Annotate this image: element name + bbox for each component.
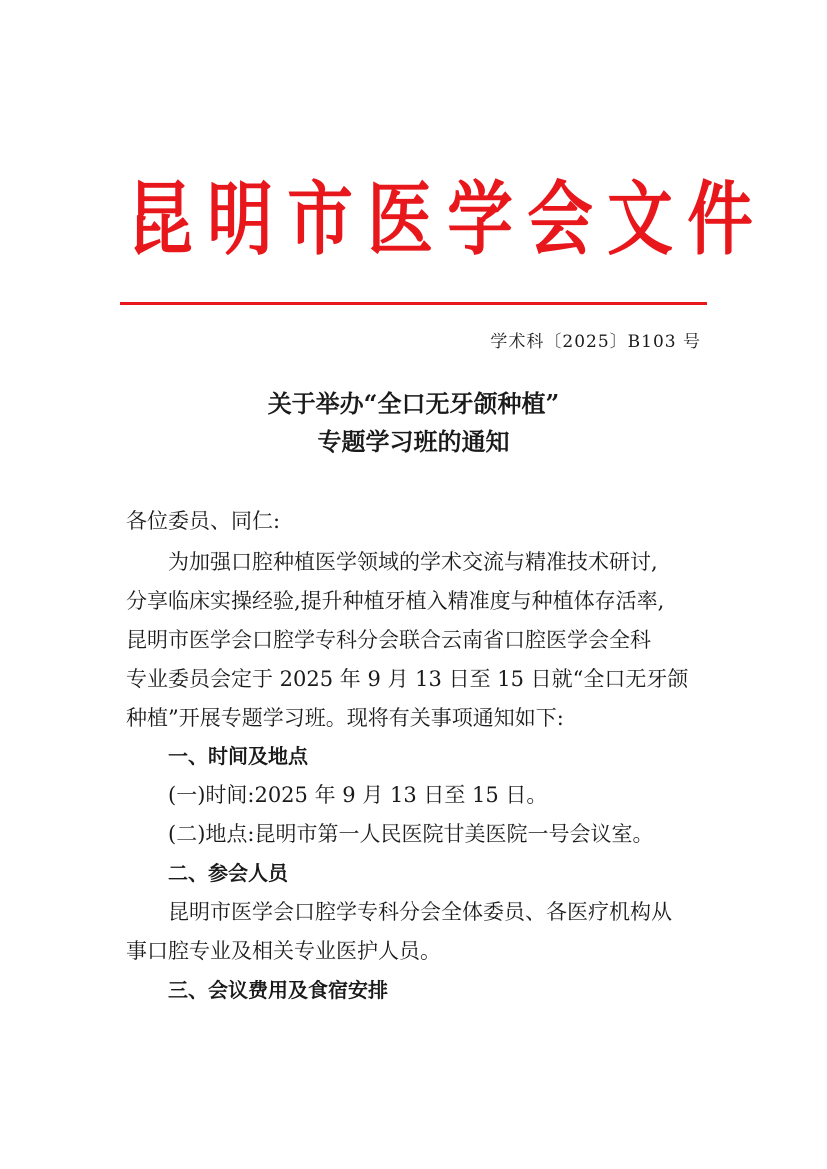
header-char: 市 bbox=[287, 173, 353, 266]
document-header-title bbox=[120, 170, 753, 270]
header-divider bbox=[120, 302, 707, 305]
intro-line: 分享临床实操经验,提升种植牙植入精准度与种植体存活率, bbox=[126, 589, 665, 613]
document-title-line-1: 关于举办“全口无牙颌种植” bbox=[267, 389, 560, 418]
place-line: (二)地点:昆明市第一人民医院甘美医院一号会议室。 bbox=[168, 822, 654, 846]
header-char: 学 bbox=[447, 173, 513, 266]
header-char: 件 bbox=[687, 173, 753, 266]
time-line: (一)时间:2025 年 9 月 13 日至 15 日。 bbox=[168, 783, 548, 807]
document-number: 学术科〔2025〕B103 号 bbox=[490, 332, 701, 352]
header-char: 明 bbox=[207, 173, 273, 266]
header-char: 昆 bbox=[127, 173, 193, 266]
intro-line: 种植”开展专题学习班。现将有关事项通知如下: bbox=[126, 706, 564, 730]
header-char: 会 bbox=[527, 173, 593, 266]
salutation: 各位委员、同仁: bbox=[126, 509, 281, 533]
header-char: 文 bbox=[607, 173, 673, 266]
section-heading-fees: 三、会议费用及食宿安排 bbox=[168, 978, 388, 1002]
section-heading-time-place: 一、时间及地点 bbox=[168, 744, 308, 768]
section-heading-attendees: 二、参会人员 bbox=[168, 861, 288, 885]
intro-line: 为加强口腔种植医学领域的学术交流与精准技术研讨, bbox=[168, 550, 658, 574]
intro-line: 专业委员会定于 2025 年 9 月 13 日至 15 日就“全口无牙颌 bbox=[126, 667, 689, 691]
document-title-line-2: 专题学习班的通知 bbox=[317, 427, 510, 456]
attendees-line: 事口腔专业及相关专业医护人员。 bbox=[126, 939, 441, 963]
attendees-line: 昆明市医学会口腔学专科分会全体委员、各医疗机构从 bbox=[168, 900, 672, 924]
header-char: 医 bbox=[367, 173, 433, 266]
intro-line: 昆明市医学会口腔学专科分会联合云南省口腔医学会全科 bbox=[126, 628, 651, 652]
